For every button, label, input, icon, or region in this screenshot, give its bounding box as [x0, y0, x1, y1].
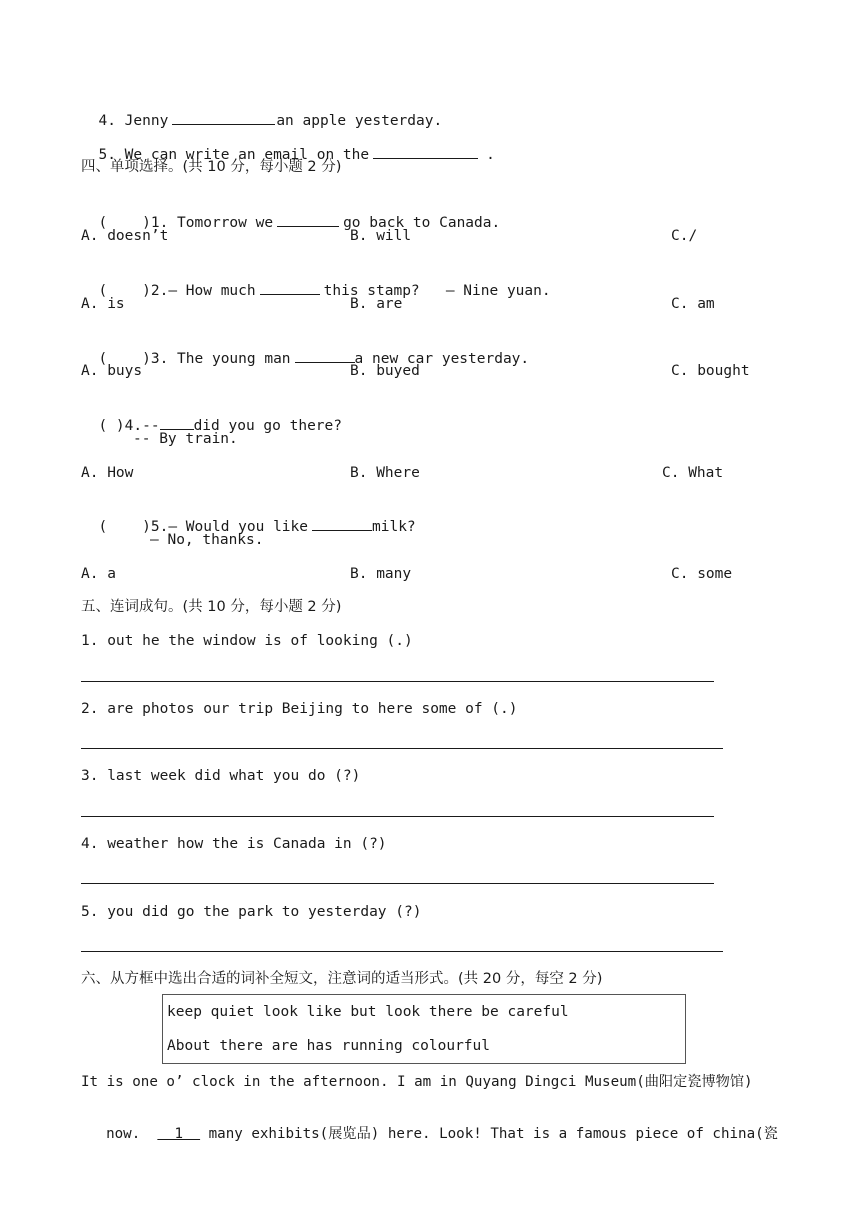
answer-blank[interactable]	[160, 414, 194, 430]
option-b[interactable]: B. Where	[350, 465, 420, 481]
option-b[interactable]: B. are	[350, 296, 403, 312]
question-paren: ( )1.	[98, 215, 169, 231]
question-text-before: — Would you like	[168, 519, 308, 535]
answer-blank[interactable]	[277, 211, 339, 227]
question-paren: ( )4.--	[98, 418, 160, 434]
passage-line-1: It is one o’ clock in the afternoon. I am in Quyang Dingci Museum(曲阳定瓷博物馆)	[81, 1074, 753, 1090]
word-box-row-1: keep quiet look like but look there be careful	[167, 1004, 569, 1020]
item-text-after: an apple yesterday.	[276, 113, 443, 129]
answer-line[interactable]	[81, 748, 723, 749]
passage-text: many exhibits(展览品) here. Look! That is a famous piece of china(瓷	[208, 1126, 778, 1142]
answer-blank[interactable]	[260, 279, 320, 295]
question-text-before: — How much	[168, 283, 256, 299]
item-text-before: We can write an email on the	[124, 147, 370, 163]
option-a[interactable]: A. How	[81, 465, 134, 481]
mc-question-4-reply: -- By train.	[133, 431, 238, 447]
item-number: 5.	[98, 147, 116, 163]
mc-question-2	[81, 261, 551, 300]
passage-line-2	[89, 1107, 778, 1143]
option-a[interactable]: A. buys	[81, 363, 143, 379]
sentence-item-4: 4. weather how the is Canada in (?)	[81, 836, 387, 852]
item-text-before: Jenny	[124, 113, 169, 129]
question-text-after: this stamp? — Nine yuan.	[323, 283, 551, 299]
sentence-item-2: 2. are photos our trip Beijing to here some of (.)	[81, 701, 518, 717]
answer-line[interactable]	[81, 883, 714, 884]
item-number: 4.	[98, 113, 116, 129]
item-text-after: .	[486, 147, 495, 163]
mc-question-3	[81, 329, 529, 368]
question-text-after: go back to Canada.	[343, 215, 501, 231]
answer-blank[interactable]	[172, 109, 275, 125]
section-5-heading: 五、连词成句。(共 10 分，每小题 2 分)	[81, 599, 342, 615]
question-text-after: milk?	[372, 519, 416, 535]
answer-line[interactable]	[81, 681, 714, 682]
option-c[interactable]: C. some	[671, 566, 733, 582]
section-4-heading: 四、单项选择。(共 10 分，每小题 2 分)	[81, 159, 342, 175]
option-c[interactable]: C./	[671, 228, 698, 244]
answer-line[interactable]	[81, 951, 723, 952]
option-c[interactable]: C. What	[662, 465, 724, 481]
option-b[interactable]: B. will	[350, 228, 412, 244]
answer-blank[interactable]	[373, 143, 478, 159]
question-text-after: a new car yesterday.	[354, 351, 530, 367]
passage-text: now.	[106, 1126, 141, 1142]
option-a[interactable]: A. a	[81, 566, 116, 582]
word-box-row-2: About there are has running colourful	[167, 1038, 491, 1054]
answer-blank[interactable]	[312, 515, 372, 531]
answer-line[interactable]	[81, 816, 714, 817]
option-c[interactable]: C. am	[671, 296, 715, 312]
sentence-item-1: 1. out he the window is of looking (.)	[81, 633, 413, 649]
question-paren: ( )5.	[98, 519, 169, 535]
option-b[interactable]: B. buyed	[350, 363, 420, 379]
sentence-item-5: 5. you did go the park to yesterday (?)	[81, 904, 422, 920]
word-box	[162, 994, 686, 1064]
option-c[interactable]: C. bought	[671, 363, 750, 379]
question-text-after: did you go there?	[193, 418, 342, 434]
question-paren: ( )2.	[98, 283, 169, 299]
option-a[interactable]: A. doesn’t	[81, 228, 169, 244]
question-text-before: The young man	[177, 351, 291, 367]
question-text-before: Tomorrow we	[177, 215, 274, 231]
option-a[interactable]: A. is	[81, 296, 125, 312]
answer-blank[interactable]	[295, 347, 355, 363]
section-6-heading: 六、从方框中选出合适的词补全短文，注意词的适当形式。(共 20 分，每空 2 分)	[81, 971, 603, 987]
blank-1[interactable]: 1	[157, 1126, 201, 1142]
mc-question-5-reply: — No, thanks.	[150, 532, 264, 548]
question-paren: ( )3.	[98, 351, 169, 367]
sentence-item-3: 3. last week did what you do (?)	[81, 768, 361, 784]
option-b[interactable]: B. many	[350, 566, 412, 582]
